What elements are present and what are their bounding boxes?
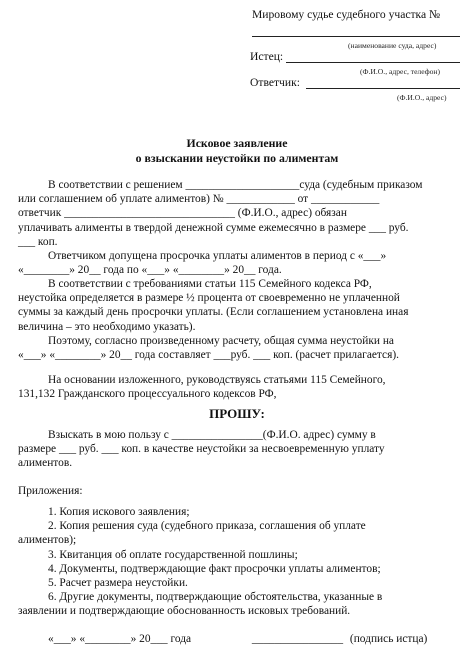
court-rule [252, 36, 460, 37]
paragraph-request [18, 428, 456, 471]
list-item: алиментов); [18, 534, 77, 547]
list-item: 1. Копия искового заявления; [48, 506, 190, 518]
list-item: 2. Копия решения суда (судебного приказа, соглашения об уплате [48, 520, 366, 533]
court-caption: (наименование суда, адрес) [348, 41, 437, 50]
list-item: 3. Квитанция об оплате государственной пошлины; [48, 548, 298, 561]
attachments-list [18, 505, 456, 619]
text-line: ответчик ______________________________ (Ф.И.О., адрес) обязан [18, 207, 347, 220]
paragraph-decision [18, 178, 456, 249]
paragraph-legal-basis [18, 373, 456, 401]
defendant-caption: (Ф.И.О., адрес) [397, 93, 447, 102]
list-item: 5. Расчет размера неустойки. [48, 577, 188, 590]
text-line: На основании изложенного, руководствуясь статьями 115 Семейного, [48, 374, 386, 386]
text-line: Взыскать в мою пользу с ________________(Ф.И.О. адрес) сумму в [48, 429, 376, 441]
title-line-1: Исковое заявление [186, 136, 288, 150]
text-line: Поэтому, согласно произведенному расчету, общая сумма неустойки на [48, 335, 394, 347]
court-line: Мировому судье судебного участка № [252, 8, 441, 21]
paragraph-calculation [18, 334, 456, 362]
title-line-2: о взыскании неустойки по алиментам [135, 150, 339, 165]
text-line: суммы за каждый день просрочки уплаты. (Если соглашением установлена иная [18, 306, 409, 319]
header-block [222, 0, 462, 110]
text-line: В соответствии с решением ____________________суда (судебным приказом [48, 179, 423, 191]
text-line: неустойка определяется в размере ½ процента от своевременно не уплаченной [18, 292, 400, 305]
list-item: 6. Другие документы, подтверждающие обстоятельства, указанные в [48, 591, 383, 604]
signature-caption: (подпись истца) [349, 633, 428, 645]
signature-blank: ________________ [251, 633, 344, 645]
text-line: величина – это необходимо указать). [18, 320, 196, 333]
plaintiff-rule [286, 62, 460, 63]
signature-line [48, 632, 458, 646]
text-line: размере ___ руб. ___ коп. в качестве неустойки за несвоевременную уплату [18, 443, 385, 456]
document-title [0, 136, 474, 165]
paragraph-article-115 [18, 277, 456, 334]
attachments-heading: Приложения: [18, 485, 83, 497]
text-line: 131,132 Гражданского процессуального кодексов РФ, [18, 388, 277, 401]
text-line: или соглашением об уплате алиментов) № ____________ от ____________ [18, 193, 380, 206]
text-line: «________» 20__ года по «___» «________» 20__ года. [18, 264, 282, 277]
plaintiff-caption: (Ф.И.О., адрес, телефон) [360, 67, 440, 76]
paragraph-delay-period [18, 249, 456, 277]
list-item: 4. Документы, подтверждающие факт просрочки уплаты алиментов; [48, 562, 381, 575]
plaintiff-label: Истец: [250, 50, 284, 63]
text-line: В соответствии с требованиями статьи 115 Семейного кодекса РФ, [48, 278, 372, 290]
defendant-rule [306, 88, 460, 89]
defendant-label: Ответчик: [250, 76, 300, 89]
signature-date: «___» «________» 20___ года [48, 633, 192, 645]
text-line: «___» «________» 20__ года составляет ___руб. ___ коп. (расчет прилагается). [18, 349, 399, 362]
list-item: заявлении и подтверждающие обоснованность исковых требований. [18, 605, 351, 618]
text-line: уплачивать алименты в твердой денежной сумме ежемесячно в размере ___ руб. [18, 221, 409, 234]
text-line: ___ коп. [18, 235, 58, 248]
text-line: алиментов. [18, 457, 73, 470]
text-line: Ответчиком допущена просрочка уплаты алиментов в период с «___» [48, 250, 387, 262]
request-heading: ПРОШУ: [209, 406, 265, 421]
